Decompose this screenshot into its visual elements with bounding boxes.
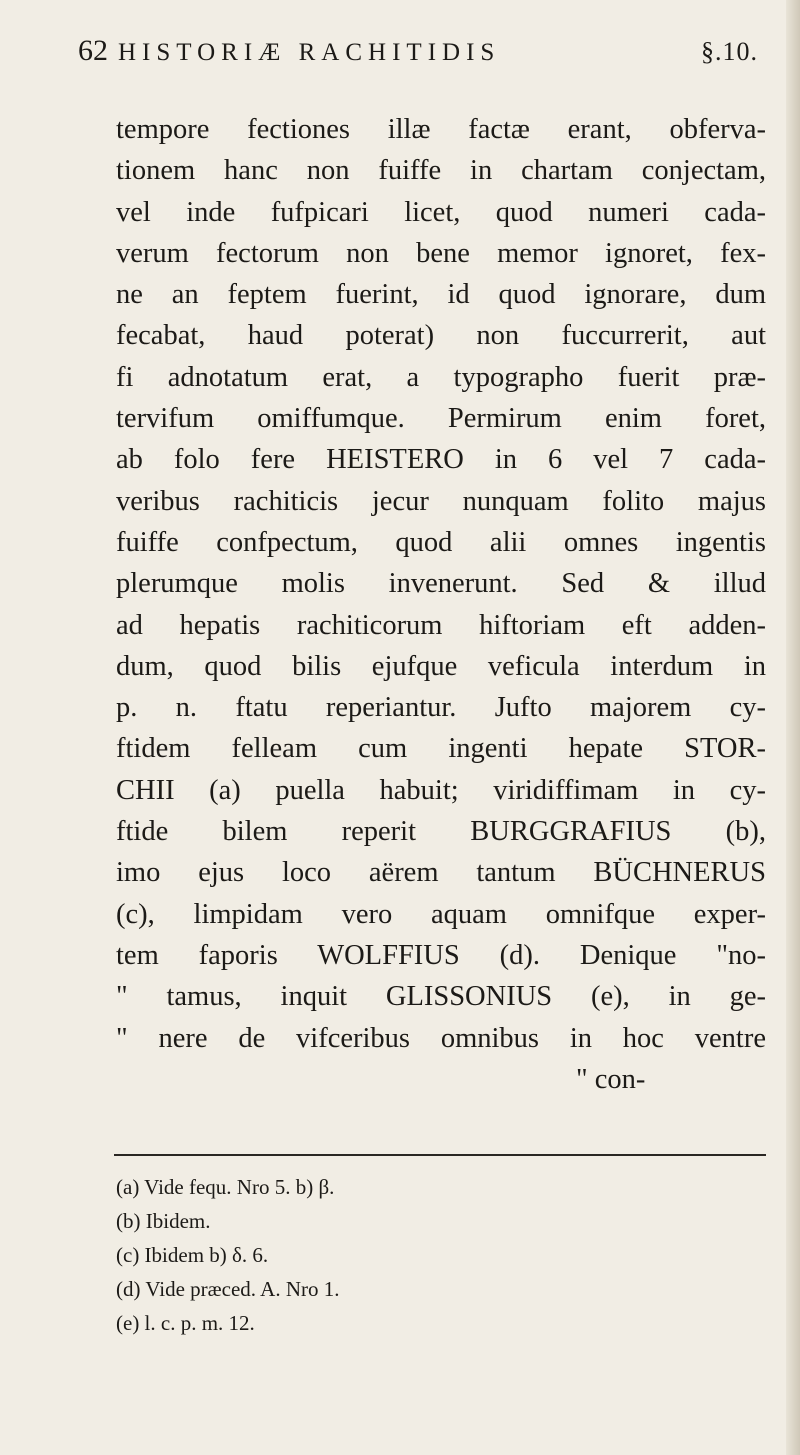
text-line: p. n. ftatu reperiantur. Jufto majorem cy- [116,692,766,724]
footnotes [116,1170,756,1340]
footnote-divider [114,1154,766,1156]
text-line: ab folo fere HEISTERO in 6 vel 7 cada- [116,444,766,476]
text-line: imo ejus loco aërem tantum BÜCHNERUS [116,857,766,889]
catchword-line: " con- [576,1063,646,1095]
text-line: verum fectorum non bene memor ignoret, fex- [116,237,766,269]
footnote: (c) Ibidem b) δ. 6. [116,1243,269,1267]
page-edge [786,0,800,1455]
text-line: tempore fectiones illæ factæ erant, obferva- [116,114,766,145]
text-line: veribus rachiticis jecur nunquam folito majus [116,485,766,517]
text-line: fecabat, haud poterat) non fuccurrerit, aut [116,320,766,352]
running-title: HISTORIÆ RACHITIDIS [118,39,501,66]
footnote: (e) l. c. p. m. 12. [116,1311,255,1335]
footnote: (d) Vide præced. A. Nro 1. [116,1277,340,1301]
text-line: tem faporis WOLFFIUS (d). Denique "no- [116,939,766,971]
text-line: ad hepatis rachiticorum hiftoriam eft adden- [116,609,766,641]
text-line: (c), limpidam vero aquam omnifque exper- [116,898,766,930]
body-text [116,109,766,1100]
text-line: tionem hanc non fuiffe in chartam conjectam, [116,155,766,187]
text-line: " nere de vifceribus omnibus in hoc ventre [116,1022,766,1054]
page-header [78,34,758,68]
text-line: fi adnotatum erat, a typographo fuerit præ- [116,361,766,393]
text-line: fuiffe confpectum, quod alii omnes ingentis [116,526,766,558]
footnote: (b) Ibidem. [116,1209,211,1233]
text-line: vel inde fufpicari licet, quod numeri cada- [116,196,766,228]
page-number: 62 [78,34,108,67]
footnote: (a) Vide fequ. Nro 5. b) β. [116,1175,335,1199]
text-line: dum, quod bilis ejufque veficula interdum in [116,650,766,682]
text-line: ftidem felleam cum ingenti hepate STOR- [116,733,766,765]
text-line: tervifum omiffumque. Permirum enim foret, [116,403,766,435]
text-line: ne an feptem fuerint, id quod ignorare, dum [116,279,766,311]
text-line: ftide bilem reperit BURGGRAFIUS (b), [116,816,766,848]
text-line: CHII (a) puella habuit; viridiffimam in cy- [116,774,766,806]
section-mark: §.10. [701,37,758,66]
text-line: plerumque molis invenerunt. Sed & illud [116,568,766,600]
text-line: " tamus, inquit GLISSONIUS (e), in ge- [116,981,766,1013]
